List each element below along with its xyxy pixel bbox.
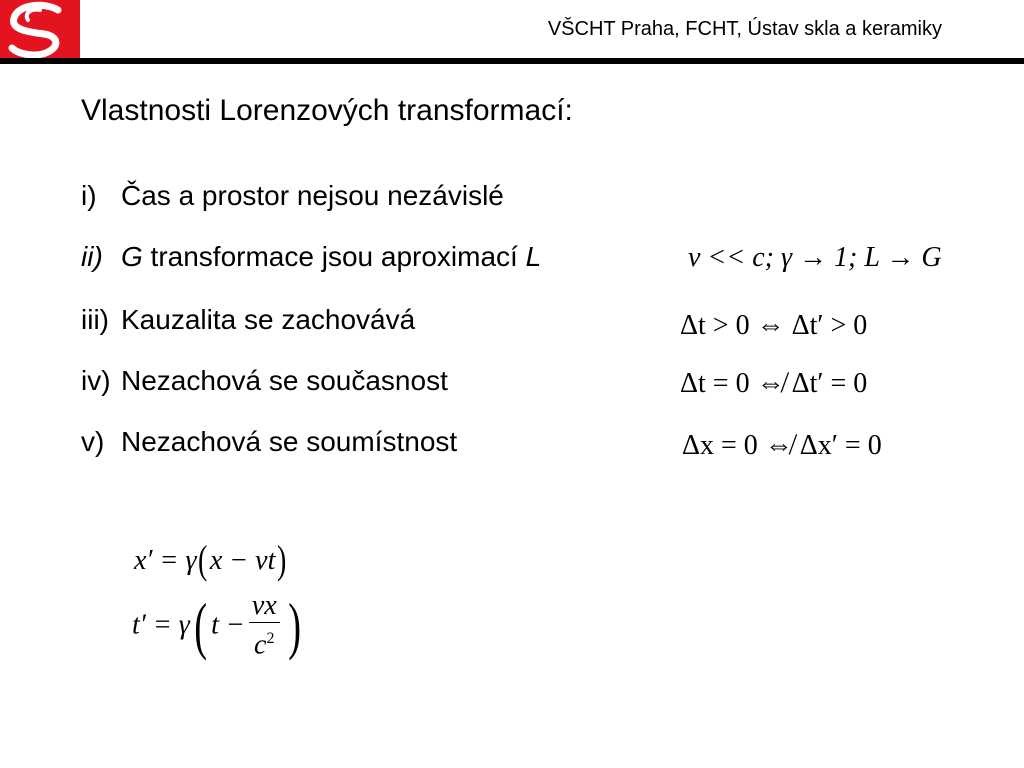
x-transform-lhs: x′ = γ (134, 545, 197, 576)
item-text: Nezachová se soumístnost (121, 426, 458, 457)
item-suffix: L (525, 241, 542, 272)
t-transform-t: t − (211, 609, 245, 641)
fraction-numerator: vx (249, 590, 280, 623)
formula-colocation: Δx = 0 ⇎ Δx′ = 0 (682, 430, 882, 461)
item-number: ii) (81, 241, 103, 272)
fraction-exponent: 2 (266, 630, 275, 647)
t-transform-lhs: t′ = γ (132, 609, 190, 641)
paren-open: ( (198, 537, 208, 582)
item-number: i) (81, 180, 97, 211)
fraction-denominator: c (254, 629, 267, 661)
formula-simultaneity: Δt = 0 ⇎ Δt′ = 0 (680, 368, 868, 399)
item-number: iv) (81, 365, 111, 396)
list-item (81, 365, 448, 397)
list-item (81, 180, 504, 212)
item-text: Kauzalita se zachovává (121, 304, 416, 335)
slide-title: Vlastnosti Lorenzových transformací: (81, 94, 573, 127)
logo (0, 0, 80, 60)
paren-open: ( (194, 589, 207, 661)
item-text: Čas a prostor nejsou nezávislé (121, 180, 504, 211)
item-text: transformace jsou aproximací (142, 241, 526, 272)
formula-causality: Δt > 0 ⇔ Δt′ > 0 (680, 310, 868, 341)
list-item (81, 426, 457, 458)
t-transformation (132, 590, 305, 661)
list-item (81, 241, 541, 273)
list-item (81, 304, 415, 336)
x-transform-body: x − vt (209, 545, 276, 576)
item-number: iii) (81, 304, 109, 335)
paren-close: ) (277, 537, 287, 582)
item-number: v) (81, 426, 105, 457)
item-prefix: G (121, 241, 143, 272)
header-institution: VŠCHT Praha, FCHT, Ústav skla a keramiky (547, 18, 942, 40)
institution-logo-icon (0, 0, 80, 60)
header-divider (0, 58, 1024, 64)
formula-approximation: v << c; γ → 1; L → G (688, 242, 942, 273)
paren-close: ) (287, 589, 301, 661)
item-text: Nezachová se současnost (121, 365, 448, 396)
fraction (249, 590, 280, 661)
x-transformation (134, 537, 289, 582)
